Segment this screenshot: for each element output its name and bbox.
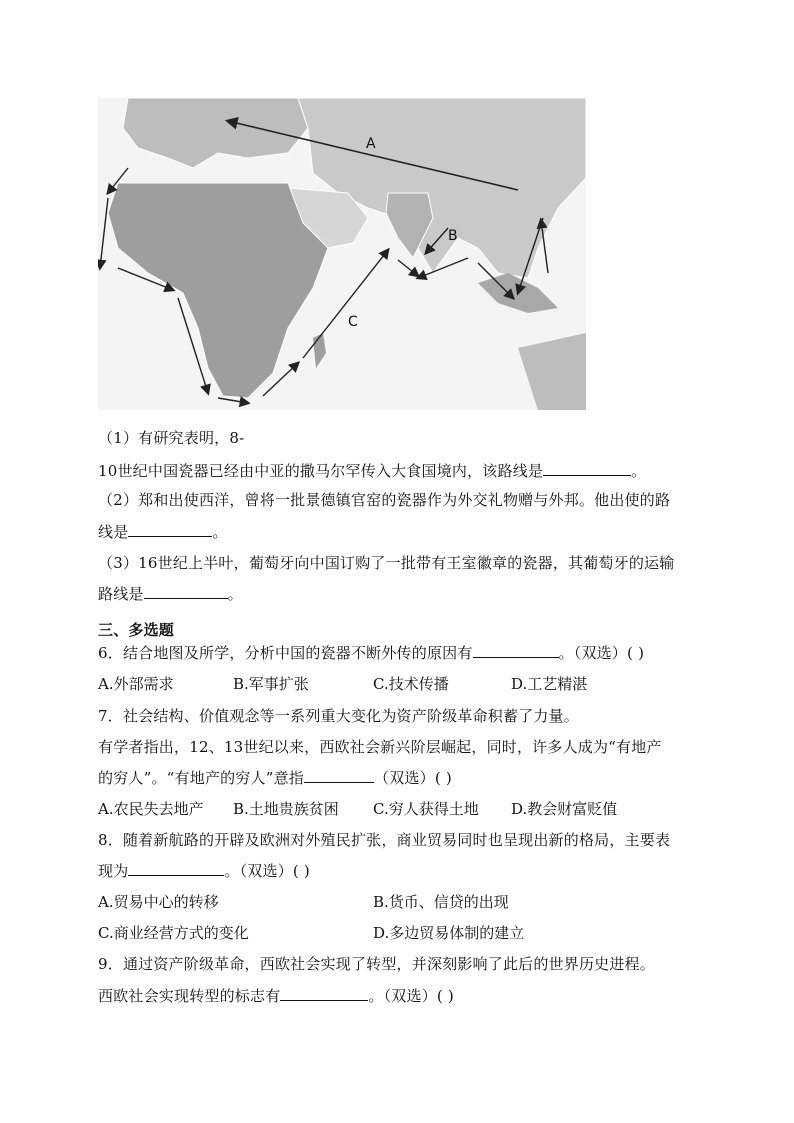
q7-line3 — [98, 767, 452, 789]
q7-line1: 7．社会结构、价值观念等一系列重大变化为资产阶级革命积蓄了力量。 — [98, 707, 579, 725]
q8-line1: 8．随着新航路的开辟及欧洲对外殖民扩张，商业贸易同时也呈现出新的格局，主要表 — [98, 831, 671, 849]
q6-stem-end: 。（双选）( ) — [558, 644, 645, 662]
q7-option-d[interactable]: D.教会财富贬值 — [511, 800, 618, 818]
q7-line2: 有学者指出，12、13世纪以来，西欧社会新兴阶层崛起，同时，许多人成为“有地产 — [98, 738, 662, 756]
q8-option-a[interactable]: A.贸易中心的转移 — [98, 893, 219, 911]
q8-option-c[interactable]: C.商业经营方式的变化 — [98, 924, 249, 942]
q2-answer-blank[interactable] — [128, 522, 212, 537]
section-title: 三、多选题 — [98, 621, 175, 639]
q1-stem: 10世纪中国瓷器已经由中亚的撒马尔罕传入大食国境内，该路线是 — [98, 462, 544, 480]
q2-line1: （2）郑和出使西洋，曾将一批景德镇官窑的瓷器作为外交礼物赠与外邦。他出使的路 — [98, 491, 671, 509]
q6-option-b[interactable]: B.军事扩张 — [233, 675, 309, 693]
q9-answer-blank[interactable] — [280, 986, 368, 1001]
q2-stem: 线是 — [98, 523, 129, 541]
route-b-label: B — [448, 228, 458, 244]
q9-line2 — [98, 985, 454, 1007]
q1-answer-blank[interactable] — [543, 461, 631, 476]
q9-line1: 9．通过资产阶级革命，西欧社会实现了转型，并深刻影响了此后的世界历史进程。 — [98, 955, 655, 973]
q1-line1: （1）有研究表明，8- — [98, 429, 245, 447]
q9-stem-end: 。（双选）( ) — [368, 987, 454, 1005]
q1-line2 — [98, 460, 646, 482]
q7-answer-blank[interactable] — [304, 768, 374, 783]
q3-line2 — [98, 583, 243, 605]
q3-stem: 路线是 — [98, 585, 144, 603]
q2-stem-end: 。 — [212, 523, 228, 541]
q6-option-a[interactable]: A.外部需求 — [98, 675, 174, 693]
q2-line2 — [98, 521, 228, 543]
q6-option-d[interactable]: D.工艺精湛 — [511, 675, 588, 693]
q3-line1: （3）16世纪上半叶，葡萄牙向中国订购了一批带有王室徽章的瓷器，其葡萄牙的运输 — [98, 554, 675, 572]
q3-answer-blank[interactable] — [144, 584, 228, 599]
q1-stem-end: 。 — [631, 462, 647, 480]
q7-option-c[interactable]: C.穷人获得土地 — [373, 800, 479, 818]
q8-option-b[interactable]: B.货币、信贷的出现 — [373, 893, 509, 911]
q7-stem: 的穷人”。“有地产的穷人”意指 — [98, 769, 305, 787]
q8-option-d[interactable]: D.多边贸易体制的建立 — [373, 924, 525, 942]
q6-option-c[interactable]: C.技术传播 — [373, 675, 449, 693]
q7-stem-end: （双选）( ) — [374, 769, 452, 787]
q3-stem-end: 。 — [227, 585, 243, 603]
q7-option-b[interactable]: B.土地贵族贫困 — [233, 800, 339, 818]
q6-answer-blank[interactable] — [473, 643, 559, 658]
route-a-label: A — [366, 136, 376, 152]
route-c-label: C — [348, 314, 358, 330]
q6-stem-text: 6．结合地图及所学，分析中国的瓷器不断外传的原因有 — [98, 644, 473, 662]
q8-answer-blank[interactable] — [128, 861, 224, 876]
q8-stem: 现为 — [98, 862, 129, 880]
q9-stem: 西欧社会实现转型的标志有 — [98, 987, 281, 1005]
q7-option-a[interactable]: A.农民失去地产 — [98, 800, 204, 818]
q8-stem-end: 。（双选）( ) — [224, 862, 310, 880]
q8-line2 — [98, 860, 310, 882]
q6-stem — [98, 642, 644, 664]
route-map — [98, 98, 586, 410]
